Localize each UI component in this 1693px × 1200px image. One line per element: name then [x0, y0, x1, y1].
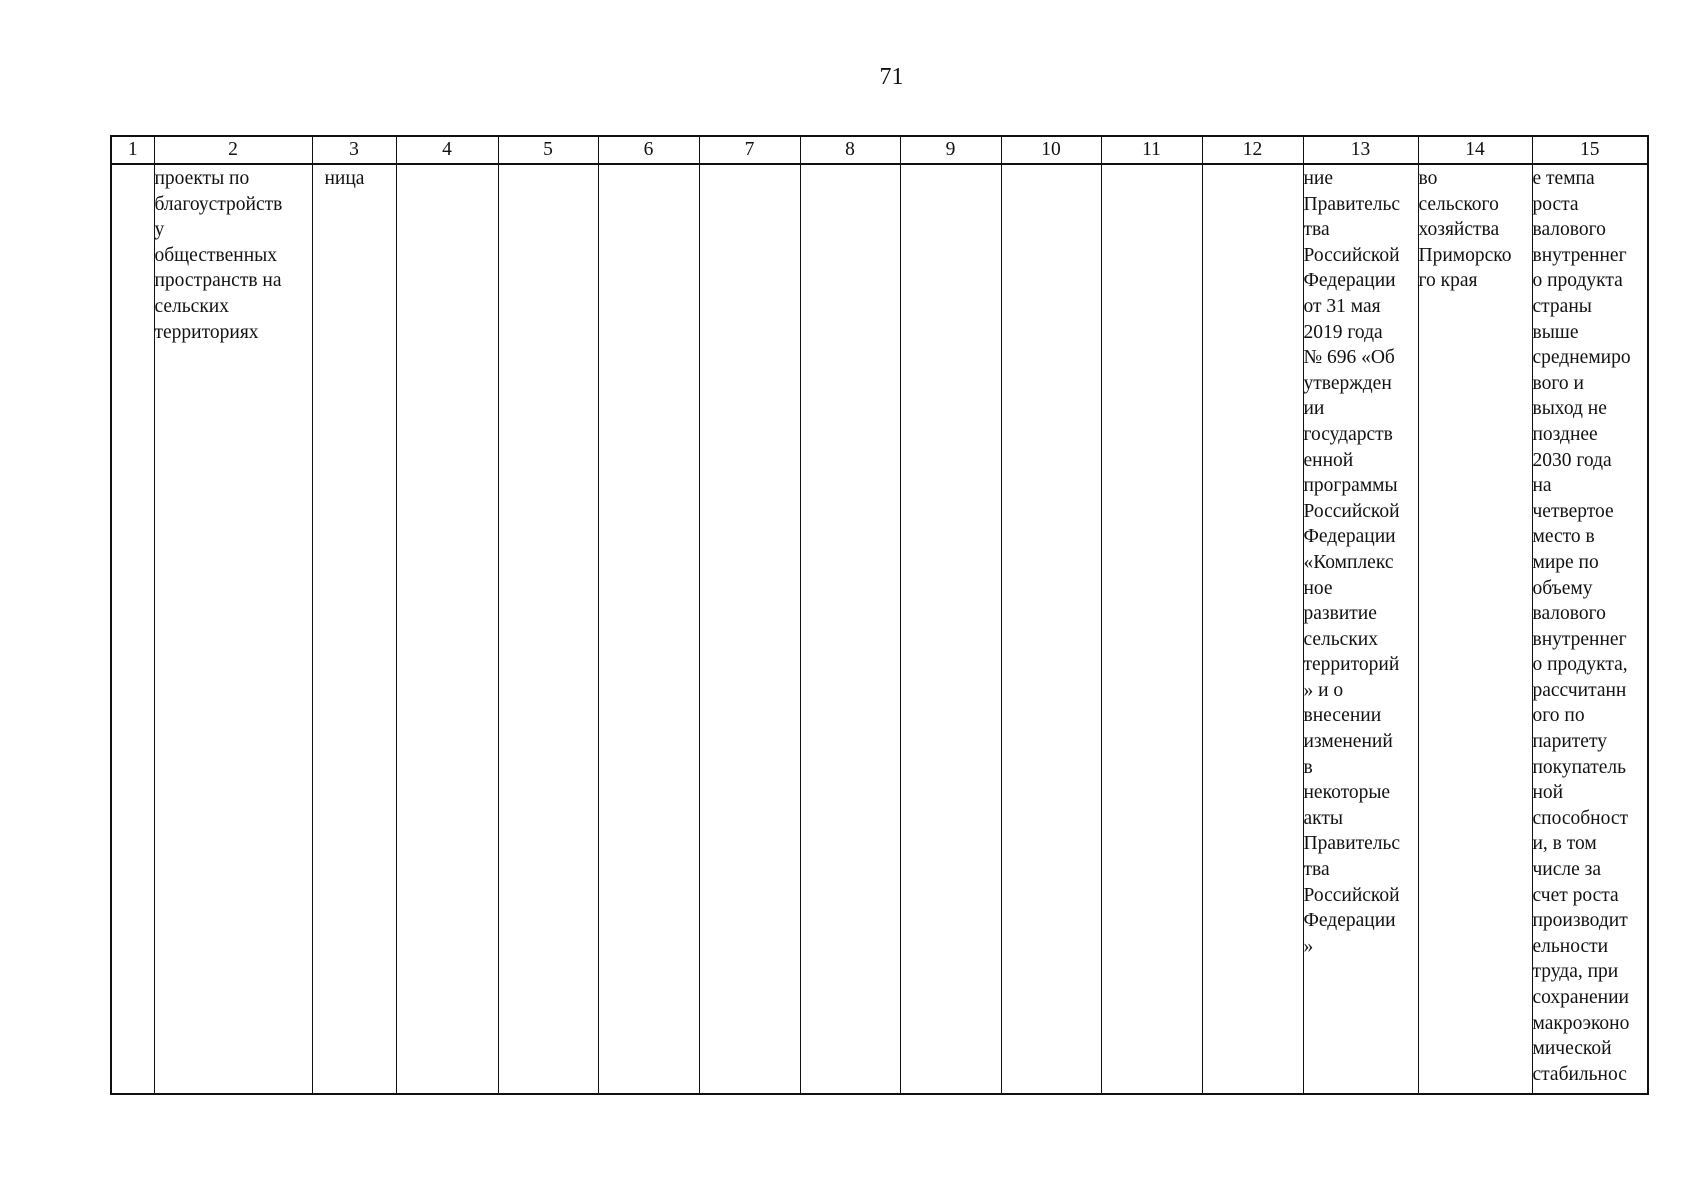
column-header: 15	[1532, 136, 1648, 164]
table-cell	[396, 164, 498, 1094]
column-header: 12	[1202, 136, 1303, 164]
table-cell	[1202, 164, 1303, 1094]
cell-text	[1203, 165, 1303, 166]
cell-text	[700, 165, 800, 166]
table-cell	[1001, 164, 1101, 1094]
column-header: 7	[699, 136, 800, 164]
table-cell	[900, 164, 1001, 1094]
table-cell	[1101, 164, 1202, 1094]
table-cell	[1303, 164, 1418, 1094]
column-header: 2	[154, 136, 312, 164]
cell-text	[801, 165, 900, 166]
document-table	[110, 135, 1649, 1095]
cell-text	[901, 165, 1001, 166]
goal-description: е темпа роста валового внутреннег о продукта страны выше среднемиро вого и выход не позднее 2030 года на четвертое место в мире по объему валового внутреннег о продукта, рассчитанн ого по паритету покупатель ной способност и, в том числе за счет роста производит ельности труда, при сохранении макроэконо мической стабильнос	[1532, 168, 1631, 1085]
cell-text	[1002, 165, 1101, 166]
table-cell	[598, 164, 699, 1094]
cell-text	[1102, 165, 1202, 166]
table-cell	[111, 164, 154, 1094]
table-header-row	[111, 136, 1648, 164]
page-number: 71	[879, 64, 904, 90]
table-cell	[154, 164, 312, 1094]
column-header: 11	[1101, 136, 1202, 164]
column-header: 10	[1001, 136, 1101, 164]
legal-reference: ние Правительс тва Российской Федерации от 31 мая 2019 года № 696 «Об утвержден ии государств енной программы Российской Федерации «Комплекс ное развитие сельских территорий » и о внесении изменений в некоторые акты Правительс тва Российской Федерации »	[1303, 168, 1401, 957]
column-header: 8	[800, 136, 900, 164]
cell-text	[499, 165, 598, 166]
column-header: 1	[111, 136, 154, 164]
column-header: 5	[498, 136, 598, 164]
table-cell	[800, 164, 900, 1094]
column-header: 3	[312, 136, 396, 164]
cell-text	[112, 165, 154, 166]
table-cell	[1532, 164, 1648, 1094]
table-cell	[1418, 164, 1532, 1094]
column-header: 14	[1418, 136, 1532, 164]
table-cell	[498, 164, 598, 1094]
project-description: проекты по благоустройств у общественных пространств на сельских территориях	[154, 168, 283, 343]
column-header: 6	[598, 136, 699, 164]
cell-text	[397, 165, 498, 166]
column-header: 4	[396, 136, 498, 164]
table-cell	[699, 164, 800, 1094]
cell-text: ница	[324, 168, 365, 189]
column-header: 13	[1303, 136, 1418, 164]
table-row	[111, 164, 1648, 1094]
responsible-body: во сельского хозяйства Приморско го края	[1418, 168, 1512, 292]
column-header: 9	[900, 136, 1001, 164]
table-cell	[312, 164, 396, 1094]
cell-text	[599, 165, 699, 166]
